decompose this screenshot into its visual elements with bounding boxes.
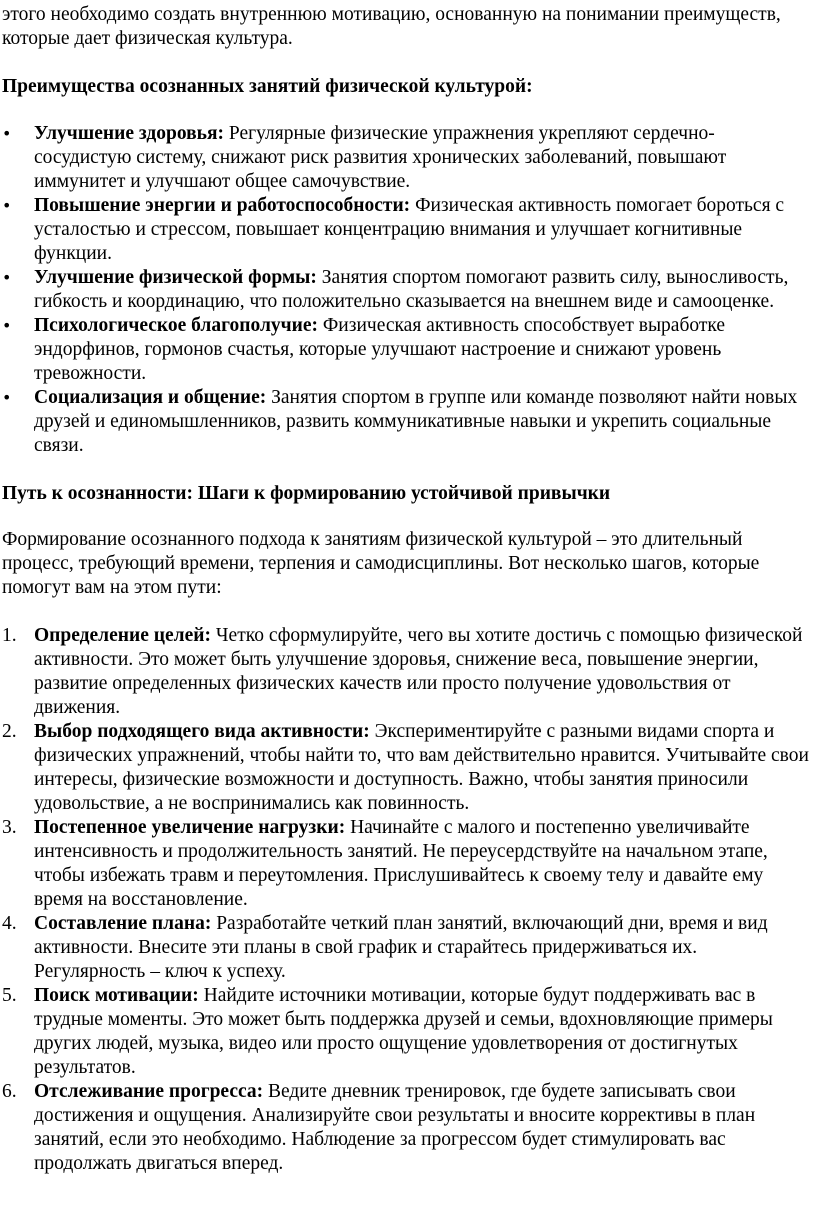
item-term: Социализация и общение: [34, 387, 267, 408]
item-term: Поиск мотивации: [34, 985, 199, 1006]
list-item [2, 984, 812, 1080]
list-item [2, 194, 812, 266]
item-number: 6. [2, 1081, 17, 1102]
document-page [0, 3, 816, 1210]
item-text: Разработайте четкий план занятий, включающий дни, время и вид активности. Внесите эти планы в свой график и старайтесь придерживаться их. Регулярность – ключ к успеху. [34, 913, 768, 982]
list-item [2, 314, 812, 386]
intro-paragraph: этого необходимо создать внутреннюю мотивацию, основанную на понимании преимуществ, которые дает физическая культура. [2, 4, 781, 49]
item-term: Постепенное увеличение нагрузки: [34, 817, 346, 838]
list-item [2, 816, 812, 912]
item-text: Занятия спортом в группе или команде позволяют найти новых друзей и единомышленников, развить коммуникативные навыки и укрепить социальные связи. [34, 387, 798, 456]
list-item [2, 266, 812, 314]
list-item [2, 624, 812, 720]
steps-list [2, 624, 812, 1176]
item-number: 1. [2, 625, 17, 646]
item-text: Регулярные физические упражнения укрепляют сердечно-сосудистую систему, снижают риск развития хронических заболеваний, повышают иммунитет и улучшают общее самочувствие. [34, 123, 727, 192]
list-item [2, 1080, 812, 1176]
item-text: Физическая активность способствует выработке эндорфинов, гормонов счастья, которые улучшают настроение и снижают уровень тревожности. [34, 315, 726, 384]
item-number: 3. [2, 817, 17, 838]
item-number: 2. [2, 721, 17, 742]
list-item [2, 122, 812, 194]
item-term: Улучшение физической формы: [34, 267, 317, 288]
item-number: 5. [2, 985, 17, 1006]
item-term: Психологическое благополучие: [34, 315, 319, 336]
item-text: Найдите источники мотивации, которые будут поддерживать вас в трудные моменты. Это может быть поддержка друзей и семьи, вдохновляющие примеры других людей, музыка, видео или просто ощущение удовлетворения от достигнутых результатов. [34, 985, 773, 1078]
list-item [2, 720, 812, 816]
item-text: Начинайте с малого и постепенно увеличивайте интенсивность и продолжительность занятий. Не переусердствуйте на начальном этапе, чтобы избежать травм и переутомления. Прислушивайтесь к своему телу и давайте ему время на восстановление. [34, 817, 768, 910]
item-text: Занятия спортом помогают развить силу, выносливость, гибкость и координацию, что положительно сказывается на внешнем виде и самооценке. [34, 267, 789, 312]
list-item [2, 386, 812, 458]
section2-heading: Путь к осознанности: Шаги к формированию устойчивой привычки [2, 483, 611, 504]
item-term: Улучшение здоровья: [34, 123, 225, 144]
item-text: Четко сформулируйте, чего вы хотите достичь с помощью физической активности. Это может быть улучшение здоровья, снижение веса, повышение энергии, развитие определенных физических качеств или просто получение удовольствия от движения. [34, 625, 803, 718]
benefits-list [2, 122, 812, 458]
item-number: 4. [2, 913, 17, 934]
item-term: Отслеживание прогресса: [34, 1081, 264, 1102]
section2-paragraph: Формирование осознанного подхода к занятиям физической культурой – это длительный процесс, требующий времени, терпения и самодисциплины. Вот несколько шагов, которые помогут вам на этом пути: [2, 529, 760, 598]
item-text: Физическая активность помогает бороться с усталостью и стрессом, повышает концентрацию внимания и улучшает когнитивные функции. [34, 195, 785, 264]
item-text: Ведите дневник тренировок, где будете записывать свои достижения и ощущения. Анализируйте свои результаты и вносите коррективы в план занятий, если это необходимо. Наблюдение за прогрессом будет стимулировать вас продолжать двигаться вперед. [34, 1081, 756, 1174]
item-term: Составление плана: [34, 913, 212, 934]
item-term: Определение целей: [34, 625, 211, 646]
section1-heading: Преимущества осознанных занятий физической культурой: [2, 76, 533, 97]
list-item [2, 912, 812, 984]
item-text: Экспериментируйте с разными видами спорта и физических упражнений, чтобы найти то, что вам действительно нравится. Учитывайте свои интересы, физические возможности и доступность. Важно, чтобы занятия приносили удовольствие, а не воспринимались как повинность. [34, 721, 809, 814]
item-term: Выбор подходящего вида активности: [34, 721, 370, 742]
item-term: Повышение энергии и работоспособности: [34, 195, 411, 216]
